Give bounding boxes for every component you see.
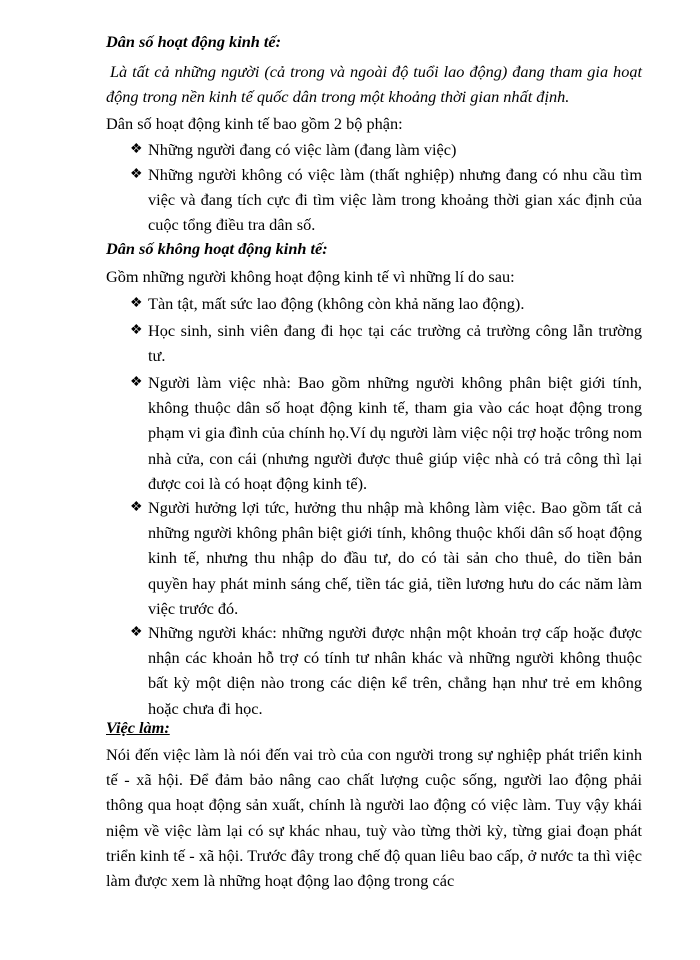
list-item-text: Những người khác: những người được nhận một khoản trợ cấp hoặc được nhận các khoản hỗ trợ có tính tư nhân khác và những người không thuộc bất kỳ một diện nào trong các diện kể trên, chẳng hạn như trẻ em không hoặc chưa đi học. bbox=[148, 623, 642, 718]
diamond-bullet-icon: ❖ bbox=[130, 375, 143, 390]
list-item-text: Những người không có việc làm (thất nghiệp) nhưng đang có nhu cầu tìm việc và đang tích cực đi tìm việc làm trong khoảng thời gian xác định của cuộc tổng điều tra dân số. bbox=[148, 165, 642, 235]
list-item-text: Người làm việc nhà: Bao gồm những người không phân biệt giới tính, không thuộc dân số hoạt động kinh tế, tham gia vào các hoạt động trong phạm vi gia đình của chính họ.Ví dụ người làm việc nội trợ hoặc trông nom nhà cửa, con cái (nhưng người được thuê giúp việc nhà có trả công thì lại được coi là có hoạt động kinh tế). bbox=[148, 373, 642, 493]
diamond-bullet-icon: ❖ bbox=[130, 500, 143, 515]
intro-line: Dân số hoạt động kinh tế bao gồm 2 bộ phận: bbox=[106, 114, 403, 133]
diamond-bullet-icon: ❖ bbox=[130, 167, 143, 182]
list-item-text: Tàn tật, mất sức lao động (không còn khả năng lao động). bbox=[148, 294, 525, 313]
employment-paragraph: Nói đến việc làm là nói đến vai trò của con người trong sự nghiệp phát triển kinh tế - xã hội. Để đảm bảo nâng cao chất lượng cuộc sống, người lao động phải thông qua hoạt động sản xuất, chính là người lao động có việc làm. Tuy vậy khái niệm về việc làm lại có sự khác nhau, tuỳ vào từng thời kỳ, từng giai đoạn phát triển kinh tế - xã hội. Trước đây trong chế độ quan liêu bao cấp, ở nước ta thì việc làm được xem là những hoạt động lao động trong các bbox=[106, 745, 642, 891]
list-item-text: Người hưởng lợi tức, hưởng thu nhập mà không làm việc. Bao gồm tất cả những người không phân biệt giới tính, không thuộc khối dân số hoạt động kinh tế, nhưng thu nhập do đầu tư, do có tài sản cho thuê, do tiền bản quyền hay phát minh sáng chế, tiền tác giả, tiền lương hưu do các năm làm việc trước đó. bbox=[148, 498, 642, 618]
diamond-bullet-icon: ❖ bbox=[130, 296, 143, 311]
diamond-bullet-icon: ❖ bbox=[130, 142, 143, 157]
section-heading-economically-active: Dân số hoạt động kinh tế: bbox=[106, 32, 282, 51]
section-heading-not-economically-active: Dân số không hoạt động kinh tế: bbox=[106, 239, 328, 258]
list-item-text: Học sinh, sinh viên đang đi học tại các trường cả trường công lẫn trường tư. bbox=[148, 321, 642, 366]
list-item-text: Những người đang có việc làm (đang làm việc) bbox=[148, 140, 457, 159]
intro-line: Gồm những người không hoạt động kinh tế vì những lí do sau: bbox=[106, 267, 515, 286]
definition-paragraph: Là tất cả những người (cả trong và ngoài độ tuổi lao động) đang tham gia hoạt động trong nền kinh tế quốc dân trong một khoảng thời gian nhất định. bbox=[106, 62, 642, 107]
diamond-bullet-icon: ❖ bbox=[130, 625, 143, 640]
section-heading-employment: Việc làm: bbox=[106, 718, 170, 737]
diamond-bullet-icon: ❖ bbox=[130, 323, 143, 338]
